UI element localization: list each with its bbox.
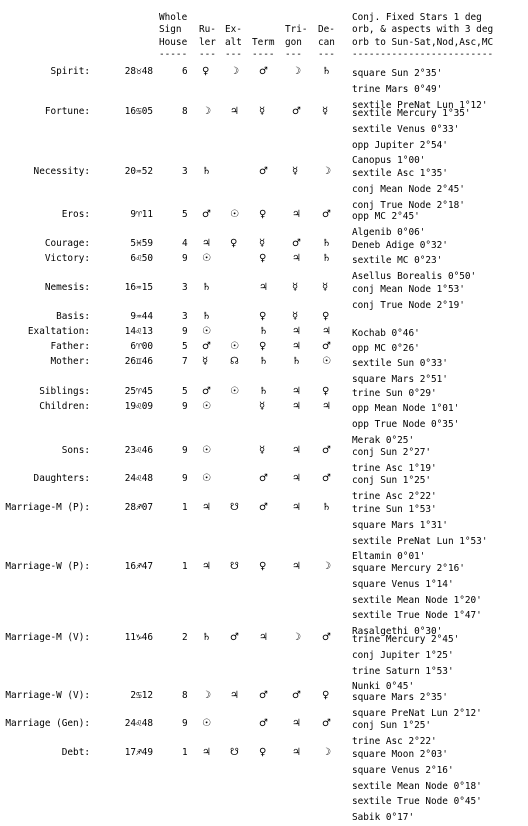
exalt-glyph: ☉︎ [230,386,239,397]
lot-name: Eros: [61,209,90,220]
term-glyph: ☿︎ [259,238,266,249]
lot-position: 24♌︎48 [124,718,153,729]
decan-glyph: ♄︎ [322,502,331,513]
lot-position: 17♐︎49 [124,747,153,758]
ruler-glyph: ♄︎ [202,632,211,643]
lot-position: 24♌︎48 [124,473,153,484]
ruler-glyph: ♃︎ [202,747,211,758]
fixed-star-aspect: conj True Node 2°18' [352,199,465,211]
header-term: Term [252,37,275,48]
fixed-star-aspect: sextile MC 0°23' [352,255,443,266]
trigon-glyph: ♃︎ [292,326,301,337]
fixed-star-aspect: sextile Sun 0°33' [352,358,448,369]
term-glyph: ♀︎ [259,253,267,264]
fixed-star-aspect: square Mars 2°35' [352,692,448,703]
lot-house: 8 [182,106,188,117]
decan-glyph: ♄︎ [322,66,331,77]
fixed-star-aspect: square Sun 2°35' [352,68,443,79]
decan-glyph: ♂︎ [322,473,331,484]
term-glyph: ♂︎ [259,166,268,177]
decan-glyph: ♂︎ [322,632,331,643]
fixed-star-aspect: Eltamin 0°01' [352,551,426,563]
lot-house: 9 [182,473,188,484]
term-glyph: ♂︎ [259,502,268,513]
lot-name: Daughters: [33,473,90,484]
fixed-star-aspect: conj Sun 1°25' [352,475,432,486]
decan-glyph: ♀︎ [322,386,330,397]
fixed-star-aspect: opp Jupiter 2°54' [352,139,448,151]
term-glyph: ♂︎ [259,718,268,729]
term-glyph: ♀︎ [259,341,267,352]
lot-position: 6♌︎50 [130,253,153,264]
decan-glyph: ☉︎ [322,356,331,367]
lot-house: 6 [182,66,188,77]
lot-name: Mother: [50,356,90,367]
fixed-star-aspect: trine Saturn 1°53' [352,665,454,677]
trigon-glyph: ♃︎ [292,747,301,758]
lot-name: Father: [50,341,90,352]
term-glyph: ♂︎ [259,690,268,701]
lot-position: 5♓︎59 [130,238,153,249]
header-sign: Sign [159,24,182,35]
decan-glyph: ♃︎ [322,401,331,412]
term-glyph: ☿︎ [259,106,266,117]
header-decan-2: can [318,37,335,48]
header-exalt-1: Ex- [225,24,242,35]
ruler-glyph: ☿︎ [202,356,209,367]
lot-position: 16♋︎05 [124,106,153,117]
ruler-glyph: ♃︎ [202,238,211,249]
lot-position: 2♋︎12 [130,690,153,701]
header-fixed-stars-1: Conj. Fixed Stars 1 deg [352,12,482,23]
lot-position: 28♐︎07 [124,502,153,513]
trigon-glyph: ♃︎ [292,386,301,397]
lot-house: 1 [182,747,188,758]
lot-position: 9♈︎11 [130,209,153,220]
lot-name: Fortune: [44,106,90,117]
exalt-glyph: ♃︎ [230,106,239,117]
exalt-glyph: ☋︎ [230,502,239,513]
lot-position: 9♒︎44 [130,311,153,322]
trigon-glyph: ☽︎ [292,632,301,643]
header-term-rule: ---- [252,49,275,60]
header-fixed-stars-3: orb to Sun-Sat,Nod,Asc,MC [352,37,494,48]
header-whole: Whole [159,12,188,23]
lot-name: Debt: [61,747,90,758]
fixed-star-aspect: trine Sun 1°53' [352,504,437,515]
exalt-glyph: ☋︎ [230,561,239,572]
term-glyph: ♀︎ [259,747,267,758]
term-glyph: ☿︎ [259,401,266,412]
fixed-star-aspect: square Moon 2°03' [352,749,448,760]
lot-house: 3 [182,311,188,322]
lot-name: Spirit: [50,66,90,77]
fixed-star-aspect: sextile Venus 0°33' [352,123,460,135]
lot-house: 9 [182,253,188,264]
ruler-glyph: ☉︎ [202,718,211,729]
header-house: House [159,37,188,48]
term-glyph: ♀︎ [259,311,267,322]
term-glyph: ♄︎ [259,356,268,367]
trigon-glyph: ☿︎ [292,282,299,293]
lot-name: Siblings: [39,386,90,397]
lot-position: 20♒︎52 [124,166,153,177]
decan-glyph: ♀︎ [322,690,330,701]
lot-position: 19♌︎09 [124,401,153,412]
fixed-star-aspect: sextile Asc 1°35' [352,168,448,179]
fixed-star-aspect: Rasalgethi 0°30' [352,626,443,637]
decan-glyph: ♀︎ [322,311,330,322]
fixed-star-aspect: sextile Mercury 1°35' [352,108,471,119]
lot-name: Victory: [44,253,90,264]
fixed-star-aspect: Deneb Adige 0°32' [352,240,448,251]
fixed-star-aspect: trine Asc 1°19' [352,462,437,474]
lot-house: 9 [182,718,188,729]
lot-position: 26♊︎46 [124,356,153,367]
fixed-star-aspect: Kochab 0°46' [352,328,420,339]
header-decan-rule: --- [318,49,335,60]
fixed-star-aspect: Canopus 1°00' [352,155,426,167]
fixed-star-aspect: conj Sun 1°25' [352,720,432,731]
lot-name: Courage: [44,238,90,249]
term-glyph: ♃︎ [259,632,268,643]
lot-house: 9 [182,401,188,412]
decan-glyph: ♂︎ [322,718,331,729]
decan-glyph: ☽︎ [322,561,331,572]
header-fixed-stars-2: orb, & aspects with 3 deg [352,24,494,35]
lot-house: 1 [182,561,188,572]
fixed-star-aspect: opp MC 2°45' [352,211,420,222]
trigon-glyph: ♃︎ [292,209,301,220]
fixed-star-aspect: trine Sun 0°29' [352,388,437,399]
lot-house: 4 [182,238,188,249]
lot-name: Necessity: [33,166,90,177]
term-glyph: ♂︎ [259,66,268,77]
term-glyph: ♀︎ [259,209,267,220]
ruler-glyph: ♄︎ [202,282,211,293]
decan-glyph: ♂︎ [322,445,331,456]
decan-glyph: ☽︎ [322,747,331,758]
lot-position: 16♒︎15 [124,282,153,293]
term-glyph: ☿︎ [259,445,266,456]
lot-house: 1 [182,502,188,513]
lot-house: 2 [182,632,188,643]
decan-glyph: ♄︎ [322,253,331,264]
trigon-glyph: ♂︎ [292,106,301,117]
fixed-star-aspect: sextile True Node 0°45' [352,796,482,808]
fixed-star-aspect: Merak 0°25' [352,434,415,446]
fixed-star-aspect: sextile PreNat Lun 1°53' [352,535,488,547]
fixed-star-aspect: square Venus 1°14' [352,578,454,590]
lot-position: 25♈︎45 [124,386,153,397]
lot-house: 8 [182,690,188,701]
fixed-star-aspect: square Mercury 2°16' [352,563,465,574]
ruler-glyph: ☉︎ [202,445,211,456]
trigon-glyph: ☿︎ [292,311,299,322]
header-ruler-rule: --- [199,49,216,60]
header-trigon-2: gon [285,37,302,48]
ruler-glyph: ♃︎ [202,502,211,513]
lot-house: 3 [182,282,188,293]
ruler-glyph: ♂︎ [202,386,211,397]
fixed-star-aspect: square PreNat Lun 2°12' [352,707,482,719]
exalt-glyph: ♂︎ [230,632,239,643]
lot-name: Basis: [56,311,90,322]
trigon-glyph: ♂︎ [292,690,301,701]
fixed-star-aspect: square Mars 2°51' [352,373,448,385]
fixed-star-aspect: square Mars 1°31' [352,519,448,531]
fixed-star-aspect: Algenib 0°06' [352,226,426,238]
lot-name: Children: [39,401,90,412]
header-decan-1: De- [318,24,335,35]
lot-position: 6♈︎00 [130,341,153,352]
decan-glyph: ☿︎ [322,282,329,293]
trigon-glyph: ♃︎ [292,502,301,513]
fixed-star-aspect: conj Jupiter 1°25' [352,649,454,661]
exalt-glyph: ☋︎ [230,747,239,758]
term-glyph: ♄︎ [259,326,268,337]
trigon-glyph: ♃︎ [292,473,301,484]
exalt-glyph: ☉︎ [230,209,239,220]
lot-name: Marriage-M (P): [5,502,90,513]
fixed-star-aspect: sextile True Node 1°47' [352,610,482,622]
lot-name: Marriage-W (V): [5,690,90,701]
trigon-glyph: ♃︎ [292,718,301,729]
ruler-glyph: ☉︎ [202,253,211,264]
lot-house: 9 [182,326,188,337]
trigon-glyph: ♂︎ [292,238,301,249]
fixed-star-aspect: conj True Node 2°19' [352,299,465,311]
fixed-star-aspect: opp True Node 0°35' [352,418,460,430]
fixed-star-aspect: sextile Mean Node 0°18' [352,780,482,792]
ruler-glyph: ☽︎ [202,106,211,117]
decan-glyph: ☿︎ [322,106,329,117]
lot-name: Nemesis: [44,282,90,293]
decan-glyph: ☽︎ [322,166,331,177]
trigon-glyph: ☽︎ [292,66,301,77]
lot-house: 9 [182,445,188,456]
ruler-glyph: ♂︎ [202,341,211,352]
ruler-glyph: ☉︎ [202,473,211,484]
fixed-star-aspect: Asellus Borealis 0°50' [352,270,477,282]
header-trigon-1: Tri- [285,24,308,35]
fixed-star-aspect: conj Mean Node 2°45' [352,183,465,195]
lot-name: Exaltation: [27,326,90,337]
lot-name: Marriage-W (P): [5,561,90,572]
trigon-glyph: ♃︎ [292,253,301,264]
term-glyph: ♂︎ [259,473,268,484]
fixed-star-aspect: Sabik 0°17' [352,812,415,823]
decan-glyph: ♂︎ [322,341,331,352]
term-glyph: ♄︎ [259,386,268,397]
trigon-glyph: ♄︎ [292,356,301,367]
fixed-star-aspect: conj Mean Node 1°53' [352,284,465,295]
exalt-glyph: ♃︎ [230,690,239,701]
trigon-glyph: ♃︎ [292,401,301,412]
exalt-glyph: ☉︎ [230,341,239,352]
decan-glyph: ♃︎ [322,326,331,337]
ruler-glyph: ♂︎ [202,209,211,220]
lot-house: 5 [182,209,188,220]
ruler-glyph: ♃︎ [202,561,211,572]
fixed-star-aspect: sextile Mean Node 1°20' [352,594,482,606]
lot-house: 7 [182,356,188,367]
fixed-star-aspect: trine Mercury 2°45' [352,634,460,645]
lot-position: 23♌︎46 [124,445,153,456]
fixed-star-aspect: opp MC 0°26' [352,343,420,354]
ruler-glyph: ♄︎ [202,311,211,322]
fixed-star-aspect: opp Mean Node 1°01' [352,403,460,414]
ruler-glyph: ♄︎ [202,166,211,177]
lot-house: 5 [182,341,188,352]
header-exalt-2: alt [225,37,242,48]
header-ruler-1: Ru- [199,24,216,35]
fixed-star-aspect: conj Sun 2°27' [352,447,432,458]
ruler-glyph: ♀︎ [202,66,210,77]
lot-name: Marriage-M (V): [5,632,90,643]
term-glyph: ♀︎ [259,561,267,572]
fixed-star-aspect: trine Asc 2°22' [352,490,437,502]
trigon-glyph: ♃︎ [292,445,301,456]
header-exalt-rule: --- [225,49,242,60]
header-house-rule: ----- [159,49,188,60]
lot-name: Marriage (Gen): [5,718,90,729]
lot-position: 14♌︎13 [124,326,153,337]
exalt-glyph: ☽︎ [230,66,239,77]
lot-house: 3 [182,166,188,177]
trigon-glyph: ♃︎ [292,561,301,572]
fixed-star-aspect: square Venus 2°16' [352,764,454,776]
fixed-star-aspect: Nunki 0°45' [352,681,415,693]
ruler-glyph: ☉︎ [202,401,211,412]
lot-position: 28♉︎48 [124,66,153,77]
ruler-glyph: ☉︎ [202,326,211,337]
ruler-glyph: ☽︎ [202,690,211,701]
trigon-glyph: ☿︎ [292,166,299,177]
decan-glyph: ♂︎ [322,209,331,220]
header-ruler-2: ler [199,37,216,48]
header-trigon-rule: --- [285,49,302,60]
decan-glyph: ♄︎ [322,238,331,249]
lot-house: 5 [182,386,188,397]
fixed-star-aspect: trine Mars 0°49' [352,83,443,95]
trigon-glyph: ♃︎ [292,341,301,352]
header-fixed-stars-rule: ------------------------- [352,49,494,60]
fixed-star-aspect: sextile PreNat Lun 1°12' [352,99,488,111]
exalt-glyph: ♀︎ [230,238,238,249]
lot-name: Sons: [61,445,90,456]
lot-position: 11♑︎46 [124,632,153,643]
term-glyph: ♃︎ [259,282,268,293]
lot-position: 16♐︎47 [124,561,153,572]
fixed-star-aspect: trine Asc 2°22' [352,735,437,747]
exalt-glyph: ☊︎ [230,356,239,367]
